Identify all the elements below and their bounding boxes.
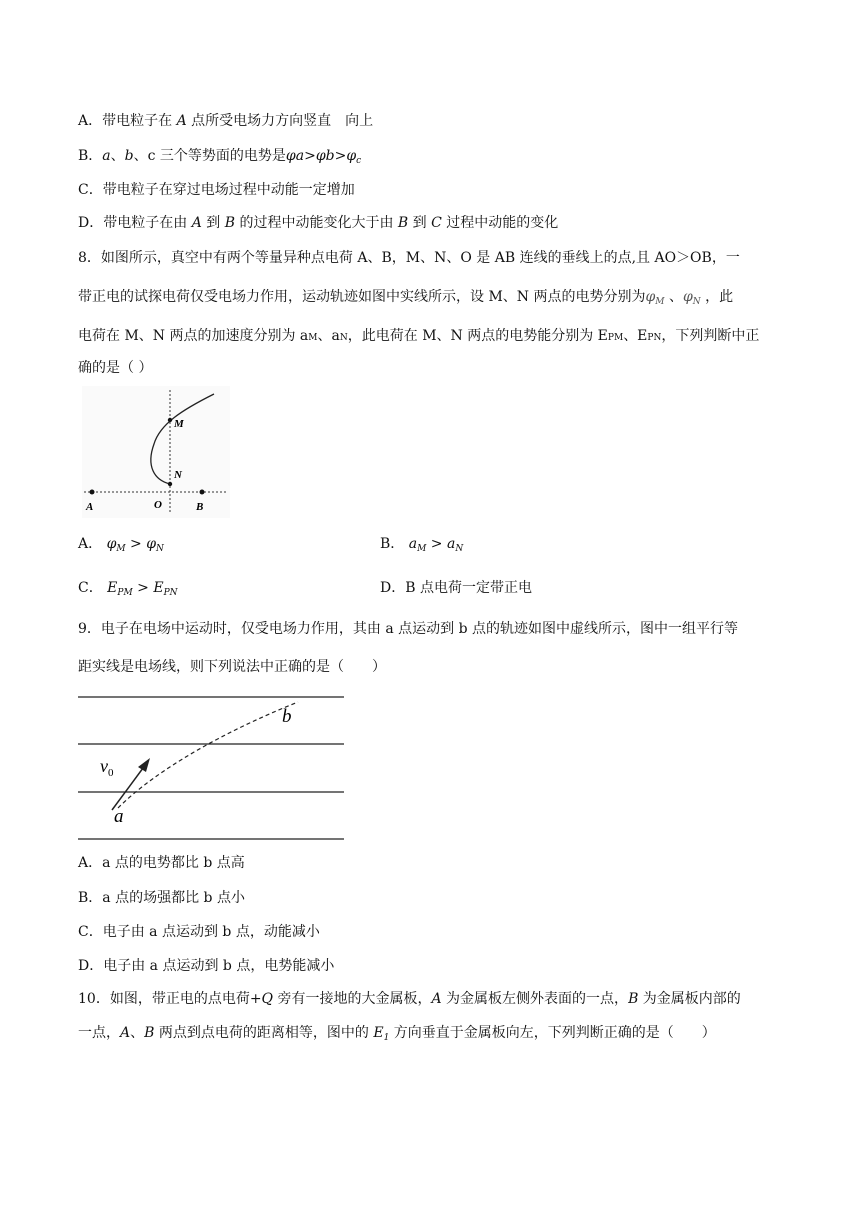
q8-point-b bbox=[200, 490, 205, 495]
q10-stem-line-1: 10．如图，带正电的点电荷+Q 旁有一接地的大金属板，A 为金属板左侧外表面的一点，B 为金属板内部的 bbox=[78, 991, 741, 1007]
q9-label-a: a bbox=[114, 806, 124, 827]
q8-point-m bbox=[168, 418, 172, 422]
q8-option-a: A． $\varphi_M > \varphi_N$ bbox=[78, 536, 164, 554]
q7-option-a-text-2: 点所受电场力方向竖直 向上 bbox=[186, 113, 374, 129]
q9-stem-line-1: 9．电子在电场中运动时，仅受电场力作用，其由 a 点运动到 b 点的轨迹如图中虚线所示，图中一组平行等 bbox=[78, 621, 739, 637]
q9-arrow-head bbox=[138, 758, 150, 772]
q7-option-a: A．带电粒子在 A 点所受电场力方向竖直 向上 bbox=[78, 113, 374, 129]
q8-stem-line-3: 电荷在 M、N 两点的加速度分别为 aM、aN，此电荷在 M、N 两点的电势能分别为 EPM、EPN，下列判断中正 bbox=[78, 328, 760, 344]
q9-option-c: C．电子由 a 点运动到 b 点，动能减小 bbox=[78, 924, 320, 940]
q8-stem-line-1: 8．如图所示，真空中有两个等量异种点电荷 A、B，M、N、O 是 AB 连线的垂线上的点,且 AO＞OB，一 bbox=[78, 250, 740, 266]
q7-option-c-text: 带电粒子在穿过电场过程中动能一定增加 bbox=[102, 182, 355, 198]
q8-point-n bbox=[168, 482, 172, 486]
q9-option-a: A．a 点的电势都比 b 点高 bbox=[78, 855, 245, 871]
q8-label-m: M bbox=[174, 418, 184, 430]
q8-stem-line-2: 带正电的试探电荷仅受电场力作用，运动轨迹如图中实线所示，设 M、N 两点的电势分别为$\varphi_M$ 、$\varphi_N$ ，此 bbox=[78, 289, 734, 307]
q8-label-a: A bbox=[86, 501, 94, 513]
q7-option-a-var: A bbox=[176, 113, 187, 129]
q8-label-b: B bbox=[196, 501, 204, 513]
q7-option-b: B．a、b、c 三个等势面的电势是$\varphi a>\varphi b>\varphi_c$ bbox=[78, 148, 362, 166]
q9-figure bbox=[78, 690, 346, 842]
q8-stem-line-4: 确的是（ ） bbox=[78, 360, 153, 376]
q8-option-b: B． $a_M > a_N$ bbox=[380, 536, 464, 554]
q10-stem-line-2: 一点，A、B 两点到点电荷的距离相等，图中的 $E_1$ 方向垂直于金属板向左，下列判断正确的是（ ） bbox=[78, 1025, 716, 1043]
q7-option-a-text: 带电粒子在 bbox=[102, 113, 177, 129]
q9-velocity-arrow bbox=[112, 764, 146, 810]
q9-option-b: B．a 点的场强都比 b 点小 bbox=[78, 890, 245, 906]
q8-label-o: O bbox=[154, 499, 162, 511]
q8-option-d: D．B 点电荷一定带正电 bbox=[380, 580, 532, 596]
q8-point-a bbox=[90, 490, 95, 495]
q7-option-c: C．带电粒子在穿过电场过程中动能一定增加 bbox=[78, 182, 355, 198]
q9-option-d: D．电子由 a 点运动到 b 点，电势能减小 bbox=[78, 958, 335, 974]
q8-label-n: N bbox=[174, 469, 182, 481]
q7-option-d: D．带电粒子在由 A 到 B 的过程中动能变化大于由 B 到 C 过程中动能的变化 bbox=[78, 215, 559, 231]
q9-label-b: b bbox=[282, 706, 292, 727]
q9-stem-line-2: 距实线是电场线，则下列说法中正确的是（ ） bbox=[78, 659, 386, 675]
q8-option-c: C． $E_{PM} > E_{PN}$ bbox=[78, 580, 178, 598]
q9-label-v0: $v_0$ bbox=[100, 756, 114, 779]
q8-figure bbox=[82, 386, 230, 518]
